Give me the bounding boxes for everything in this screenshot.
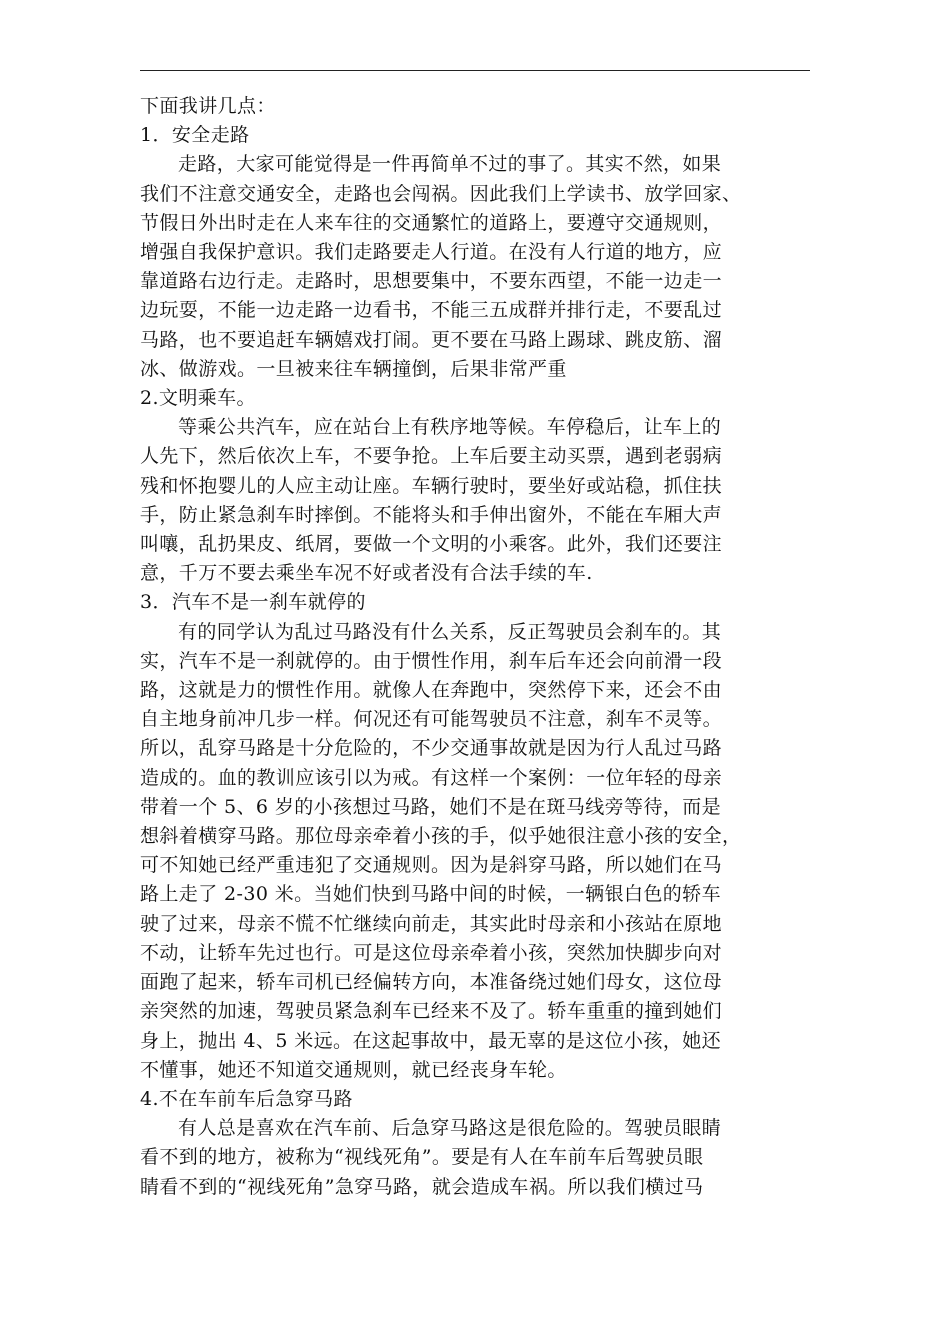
text-line: 1．安全走路: [140, 124, 250, 147]
text-line: 下面我讲几点：: [140, 95, 276, 117]
text-line: 所以，乱穿马路是十分危险的，不少交通事故就是因为行人乱过马路: [140, 737, 723, 760]
text-line: 看不到的地方，被称为“视线死角”。要是有人在车前车后驾驶员眼: [140, 1146, 704, 1169]
text-line: 4.不在车前车后急穿马路: [140, 1087, 353, 1110]
text-line: 不懂事，她还不知道交通规则，就已经丧身车轮。: [140, 1058, 567, 1081]
text-line: 冰、做游戏。一旦被来往车辆撞倒，后果非常严重: [140, 357, 567, 380]
text-line: 手，防止紧急刹车时摔倒。不能将头和手伸出窗外，不能在车厢大声: [140, 503, 723, 526]
text-line: 亲突然的加速，驾驶员紧急刹车已经来不及了。轿车重重的撞到她们: [140, 1000, 723, 1023]
text-line: 靠道路右边行走。走路时，思想要集中，不要东西望，不能一边走一: [140, 270, 723, 293]
text-line: 实，汽车不是一刹就停的。由于惯性作用，刹车后车还会向前滑一段: [140, 649, 723, 672]
text-line: 2.文明乘车。: [140, 387, 256, 410]
text-line: 路，这就是力的惯性作用。就像人在奔跑中，突然停下来，还会不由: [140, 679, 723, 702]
text-line: 叫嚷，乱扔果皮、纸屑，要做一个文明的小乘客。此外，我们还要注: [140, 533, 723, 556]
text-line: 边玩耍，不能一边走路一边看书，不能三五成群并排行走，不要乱过: [140, 299, 723, 322]
text-line: 节假日外出时走在人来车往的交通繁忙的道路上，要遵守交通规则，: [140, 211, 723, 234]
text-line: 等乘公共汽车，应在站台上有秩序地等候。车停稳后，让车上的: [178, 416, 722, 439]
text-line: 想斜着横穿马路。那位母亲牵着小孩的手，似乎她很注意小孩的安全，: [140, 825, 742, 848]
text-line: 不动，让轿车先过也行。可是这位母亲牵着小孩，突然加快脚步向对: [140, 941, 723, 964]
text-line: 增强自我保护意识。我们走路要走人行道。在没有人行道的地方，应: [140, 241, 723, 264]
text-line: 驶了过来，母亲不慌不忙继续向前走，其实此时母亲和小孩站在原地: [140, 912, 723, 935]
text-line: 带着一个 5、6 岁的小孩想过马路，她们不是在斑马线旁等待，而是: [140, 795, 722, 818]
document-body: [140, 92, 815, 1202]
text-line: 有的同学认为乱过马路没有什么关系，反正驾驶员会刹车的。其: [178, 620, 722, 643]
text-line: 马路，也不要追赶车辆嬉戏打闹。更不要在马路上踢球、跳皮筋、溜: [140, 328, 723, 351]
text-line: 意，千万不要去乘坐车况不好或者没有合法手续的车.: [140, 562, 593, 585]
text-line: 睛看不到的“视线死角”急穿马路，就会造成车祸。所以我们横过马: [140, 1175, 704, 1198]
text-line: 走路，大家可能觉得是一件再简单不过的事了。其实不然，如果: [178, 153, 722, 176]
text-line: 身上，抛出 4、5 米远。在这起事故中，最无辜的是这位小孩，她还: [140, 1029, 722, 1052]
header-rule: [140, 70, 810, 71]
text-line: 我们不注意交通安全，走路也会闯祸。因此我们上学读书、放学回家、: [140, 182, 742, 205]
text-line: 有人总是喜欢在汽车前、后急穿马路这是很危险的。驾驶员眼睛: [178, 1117, 722, 1140]
text-line: 路上走了 2-30 米。当她们快到马路中间的时候，一辆银白色的轿车: [140, 883, 721, 906]
text-line: 自主地身前冲几步一样。何况还有可能驾驶员不注意，刹车不灵等。: [140, 708, 723, 731]
text-line: 可不知她已经严重违犯了交通规则。因为是斜穿马路，所以她们在马: [140, 854, 723, 877]
text-line: 造成的。血的教训应该引以为戒。有这样一个案例：一位年轻的母亲: [140, 766, 723, 789]
text-line: 残和怀抱婴儿的人应主动让座。车辆行驶时，要坐好或站稳，抓住扶: [140, 474, 723, 497]
text-line: 面跑了起来，轿车司机已经偏转方向，本准备绕过她们母女，这位母: [140, 971, 723, 994]
text-line: 3．汽车不是一刹车就停的: [140, 591, 366, 614]
text-line: 人先下，然后依次上车，不要争抢。上车后要主动买票，遇到老弱病: [140, 445, 723, 468]
